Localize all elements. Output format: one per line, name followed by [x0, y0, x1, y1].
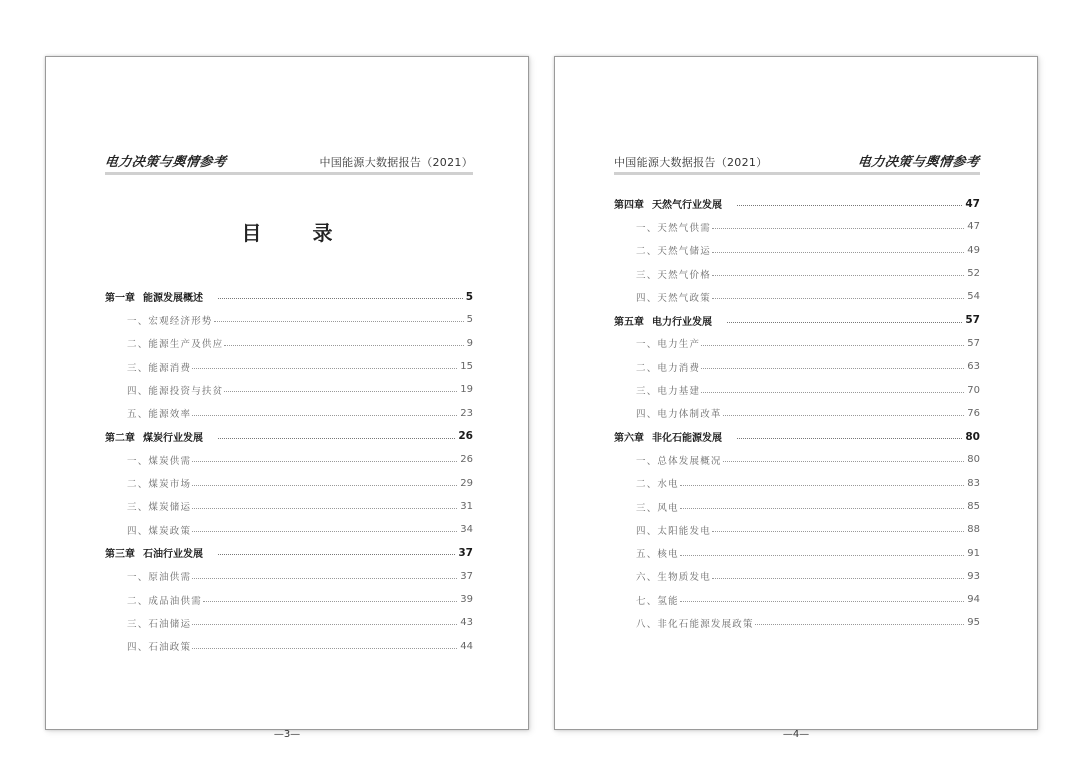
- toc-section-entry[interactable]: [614, 611, 980, 634]
- section-title: 二、能源生产及供应: [127, 339, 224, 351]
- chapter-title: 天然气行业发展: [652, 200, 722, 212]
- toc-section-entry[interactable]: [614, 518, 980, 541]
- toc-section-entry[interactable]: [614, 285, 980, 308]
- chapter-number: 第六章: [614, 433, 644, 445]
- chapter-title: 石油行业发展: [143, 549, 203, 561]
- brand-logo: 电力决策与舆情参考: [857, 155, 981, 170]
- page-ref: 23: [460, 407, 473, 419]
- dot-leader: [723, 415, 965, 416]
- dot-leader: [680, 508, 964, 509]
- page-ref: 26: [458, 430, 473, 443]
- report-title: 中国能源大数据报告（2021）: [319, 156, 473, 169]
- toc-section-entry[interactable]: [614, 448, 980, 471]
- section-title: 二、水电: [636, 479, 679, 491]
- dot-leader: [737, 205, 962, 206]
- chapter-number: 第一章: [105, 293, 135, 305]
- toc-page-right: [554, 56, 1038, 740]
- section-title: 一、电力生产: [636, 339, 701, 351]
- chapter-title: 能源发展概述: [143, 293, 203, 305]
- section-title: 二、天然气储运: [636, 246, 711, 258]
- toc-section-entry[interactable]: [105, 495, 473, 518]
- page-ref: 37: [458, 546, 473, 559]
- dot-leader: [712, 228, 964, 229]
- page-header: [105, 153, 473, 175]
- page-ref: 44: [460, 640, 473, 652]
- section-title: 五、核电: [636, 549, 679, 561]
- section-title: 二、电力消费: [636, 362, 701, 374]
- toc-heading: 目 录: [241, 221, 355, 245]
- dot-leader: [680, 601, 964, 602]
- section-title: 二、成品油供需: [127, 595, 202, 607]
- section-title: 一、煤炭供需: [127, 455, 192, 467]
- page-ref: 39: [460, 594, 473, 605]
- section-title: 二、煤炭市场: [127, 479, 192, 491]
- section-title: 四、天然气政策: [636, 292, 711, 304]
- page-ref: 19: [460, 384, 473, 396]
- section-title: 四、石油政策: [127, 642, 192, 654]
- toc-section-entry[interactable]: [105, 401, 473, 424]
- page-ref: 57: [967, 337, 980, 349]
- page-number: —3—: [273, 729, 301, 740]
- chapter-title: 煤炭行业发展: [143, 432, 203, 444]
- toc-section-entry[interactable]: [105, 378, 473, 401]
- page-ref: 29: [460, 477, 473, 489]
- page-ref: 63: [967, 361, 980, 373]
- section-title: 五、能源效率: [127, 409, 192, 421]
- chapter-title: 非化石能源发展: [652, 433, 722, 445]
- page-ref: 85: [967, 501, 980, 512]
- section-title: 六、生物质发电: [636, 572, 711, 584]
- dot-leader: [192, 368, 457, 369]
- toc-section-entry[interactable]: [614, 472, 980, 495]
- section-title: 四、能源投资与扶贫: [127, 385, 224, 397]
- page-ref: 37: [460, 570, 473, 582]
- page-ref: 54: [967, 291, 980, 303]
- toc-section-entry[interactable]: [614, 541, 980, 564]
- toc-chapter-entry[interactable]: [614, 308, 980, 331]
- chapter-number: 第二章: [105, 432, 135, 444]
- page-ref: 5: [465, 290, 473, 303]
- toc-page-left: [45, 56, 529, 740]
- dot-leader: [755, 624, 965, 625]
- section-title: 三、能源消费: [127, 362, 192, 374]
- section-title: 四、电力体制改革: [636, 409, 722, 421]
- toc-section-entry[interactable]: [105, 588, 473, 611]
- chapter-title: 电力行业发展: [652, 316, 712, 328]
- chapter-number: 第三章: [105, 549, 135, 561]
- toc-section-entry[interactable]: [614, 332, 980, 355]
- dot-leader: [701, 392, 964, 393]
- toc-section-entry[interactable]: [614, 588, 980, 611]
- toc-chapter-entry[interactable]: [105, 285, 473, 308]
- page-ref: 47: [965, 197, 980, 210]
- toc-section-entry[interactable]: [614, 565, 980, 588]
- dot-leader: [203, 601, 457, 602]
- toc-section-entry[interactable]: [105, 518, 473, 541]
- page-ref: 43: [460, 617, 473, 629]
- dot-leader: [224, 345, 463, 346]
- toc-chapter-entry[interactable]: [614, 425, 980, 448]
- section-title: 一、总体发展概况: [636, 455, 722, 467]
- toc-section-entry[interactable]: [105, 355, 473, 378]
- toc-section-entry[interactable]: [614, 402, 980, 425]
- toc-section-entry[interactable]: [614, 355, 980, 378]
- page-ref: 94: [967, 594, 980, 606]
- dot-leader: [680, 485, 964, 486]
- dot-leader: [192, 485, 457, 486]
- toc-section-entry[interactable]: [105, 611, 473, 634]
- page-ref: 49: [967, 244, 980, 256]
- page-ref: 88: [967, 524, 980, 536]
- section-title: 七、氢能: [636, 595, 679, 607]
- page-number: —4—: [782, 729, 810, 740]
- dot-leader: [712, 531, 964, 532]
- page-header: [614, 153, 980, 175]
- toc-section-entry[interactable]: [614, 262, 980, 285]
- section-title: 一、原油供需: [127, 572, 192, 584]
- section-title: 三、煤炭储运: [127, 502, 192, 514]
- page-ref: 15: [460, 361, 473, 373]
- dot-leader: [737, 438, 962, 439]
- page-ref: 91: [967, 547, 980, 559]
- dot-leader: [192, 461, 457, 462]
- page-ref: 80: [967, 454, 980, 466]
- page-ref: 9: [466, 337, 473, 349]
- section-title: 三、电力基建: [636, 386, 701, 398]
- section-title: 三、风电: [636, 502, 679, 514]
- dot-leader: [218, 298, 463, 299]
- page-ref: 95: [967, 617, 980, 629]
- toc-list: [105, 285, 473, 658]
- dot-leader: [192, 578, 457, 579]
- page-ref: 76: [967, 407, 980, 419]
- page-ref: 52: [967, 268, 980, 280]
- toc-chapter-entry[interactable]: [105, 541, 473, 564]
- dot-leader: [712, 578, 964, 579]
- toc-section-entry[interactable]: [105, 448, 473, 471]
- toc-section-entry[interactable]: [105, 332, 473, 355]
- page-ref: 93: [967, 570, 980, 582]
- page-ref: 31: [460, 500, 473, 512]
- toc-chapter-entry[interactable]: [105, 425, 473, 448]
- dot-leader: [727, 322, 962, 323]
- toc-section-entry[interactable]: [105, 634, 473, 657]
- section-title: 三、天然气价格: [636, 269, 711, 281]
- dot-leader: [712, 252, 964, 253]
- dot-leader: [218, 554, 455, 555]
- dot-leader: [218, 438, 455, 439]
- page-ref: 83: [967, 477, 980, 489]
- dot-leader: [701, 368, 964, 369]
- page-ref: 70: [967, 384, 980, 396]
- section-title: 四、太阳能发电: [636, 525, 711, 537]
- toc-section-entry[interactable]: [105, 308, 473, 331]
- section-title: 一、宏观经济形势: [127, 315, 213, 327]
- section-title: 三、石油储运: [127, 618, 192, 630]
- toc-section-entry[interactable]: [614, 495, 980, 518]
- toc-section-entry[interactable]: [614, 378, 980, 401]
- toc-section-entry[interactable]: [105, 471, 473, 494]
- page-ref: 80: [965, 430, 980, 443]
- dot-leader: [192, 531, 457, 532]
- dot-leader: [214, 321, 464, 322]
- chapter-number: 第四章: [614, 200, 644, 212]
- toc-section-entry[interactable]: [614, 215, 980, 238]
- toc-chapter-entry[interactable]: [614, 192, 980, 215]
- section-title: 四、煤炭政策: [127, 525, 192, 537]
- dot-leader: [224, 391, 457, 392]
- dot-leader: [723, 461, 965, 462]
- dot-leader: [192, 648, 457, 649]
- toc-section-entry[interactable]: [105, 565, 473, 588]
- page-ref: 26: [460, 454, 473, 466]
- toc-list: [614, 192, 980, 635]
- report-title: 中国能源大数据报告（2021）: [614, 156, 768, 169]
- dot-leader: [701, 345, 964, 346]
- dot-leader: [680, 555, 964, 556]
- dot-leader: [712, 298, 964, 299]
- section-title: 一、天然气供需: [636, 222, 711, 234]
- page-ref: 47: [967, 221, 980, 233]
- page-ref: 34: [460, 524, 473, 536]
- page-ref: 5: [466, 314, 473, 326]
- dot-leader: [712, 275, 964, 276]
- section-title: 八、非化石能源发展政策: [636, 618, 754, 630]
- chapter-number: 第五章: [614, 316, 644, 328]
- dot-leader: [192, 624, 457, 625]
- toc-section-entry[interactable]: [614, 239, 980, 262]
- brand-logo: 电力决策与舆情参考: [103, 155, 228, 170]
- page-ref: 57: [965, 314, 980, 327]
- dot-leader: [192, 508, 457, 509]
- dot-leader: [192, 415, 457, 416]
